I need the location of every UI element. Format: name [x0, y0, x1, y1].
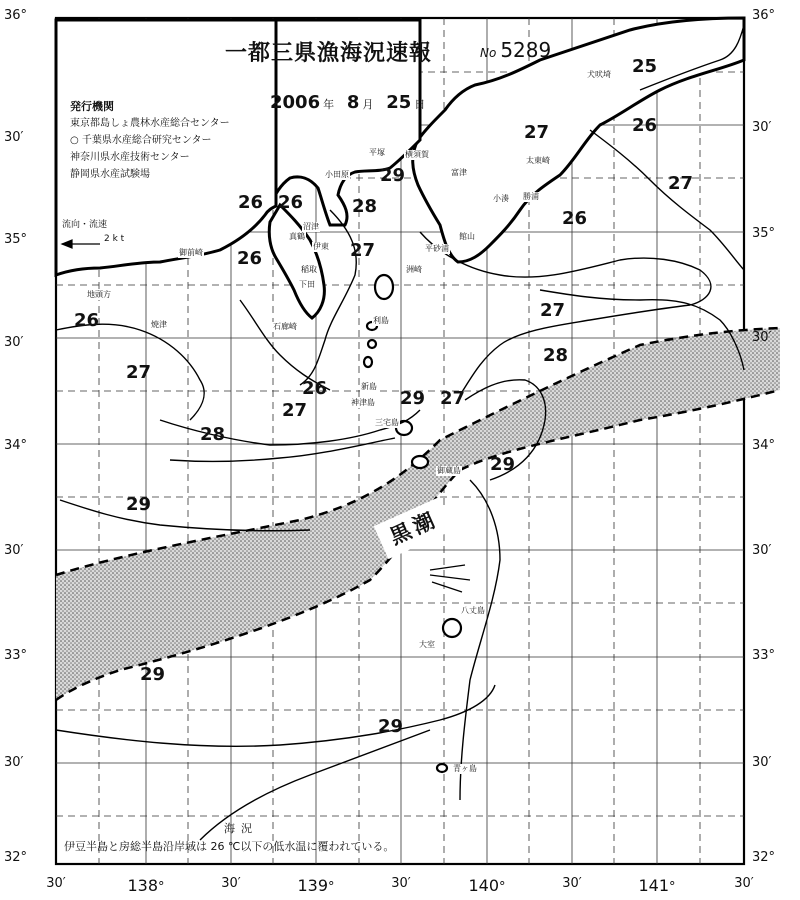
agency-item: 静岡県水産試験場 [70, 169, 150, 180]
lon-label-14130: 30′ [734, 876, 754, 891]
lat-label-left-36: 36° [4, 8, 28, 23]
lon-label-139: 139° [297, 876, 335, 895]
lat-label-left-3330: 30′ [4, 543, 24, 558]
isotherm-label: 28 [352, 196, 378, 217]
place-label: 稲取 [301, 265, 317, 274]
place-label: 勝浦 [523, 192, 539, 201]
place-label: 小湊 [493, 194, 509, 203]
current-legend-title: 流向・流速 [62, 220, 108, 230]
isotherm-label: 27 [668, 173, 694, 194]
place-label: 三宅島 [375, 418, 399, 427]
place-label: 小田原 [325, 170, 349, 179]
isotherm-label: 29 [490, 454, 516, 475]
isotherm-label: 26 [302, 378, 328, 399]
place-label: 新島 [361, 382, 377, 391]
isotherm-label: 29 [126, 494, 152, 515]
isotherm-label: 27 [524, 122, 550, 143]
agency-heading: 発行機関 [70, 100, 114, 113]
date-year: 2006 [270, 92, 321, 113]
lat-label-right-34: 34° [752, 438, 776, 453]
lat-label-right-32: 32° [752, 850, 776, 865]
place-label: 下田 [299, 280, 315, 289]
place-label: 御蔵島 [437, 466, 461, 475]
sea-condition-summary [64, 820, 504, 856]
report-number [480, 38, 551, 62]
isotherm-label: 26 [238, 192, 264, 213]
current-legend-speed: 2 k t [104, 234, 125, 244]
isotherm-label: 27 [440, 388, 466, 409]
report-title: 一都三県漁海況速報 [225, 40, 433, 66]
date-month-unit: 月 [362, 98, 374, 111]
report-number-prefix: No [480, 46, 497, 60]
lat-label-right-35: 35° [752, 226, 776, 241]
place-label: 石廊崎 [273, 322, 297, 331]
date-month: 8 [346, 92, 360, 113]
agency-item: 東京都島しょ農林水産総合センター [70, 118, 230, 129]
lat-label-right-3230: 30′ [752, 755, 772, 770]
lon-label-141: 141° [638, 876, 676, 895]
date-year-unit: 年 [323, 98, 335, 111]
lat-label-right-3430: 30′ [752, 330, 772, 345]
isotherm-label: 29 [400, 388, 426, 409]
lon-label-14030: 30′ [562, 876, 582, 891]
isotherm-label: 28 [543, 345, 569, 366]
place-label: 焼津 [151, 320, 167, 329]
lat-label-right-3530: 30′ [752, 120, 772, 135]
lat-label-left-33: 33° [4, 648, 28, 663]
place-label: 利島 [373, 316, 389, 325]
lat-label-left-3430: 30′ [4, 335, 24, 350]
report-number-value: 5289 [500, 38, 552, 62]
place-label: 伊東 [313, 242, 329, 251]
isotherm-label: 27 [282, 400, 308, 421]
place-label: 平砂浦 [425, 244, 449, 253]
place-label: 洲崎 [406, 265, 422, 274]
lon-label-13930: 30′ [391, 876, 411, 891]
lon-label-140: 140° [468, 876, 506, 895]
isotherm-label: 28 [200, 424, 226, 445]
isotherm-label: 26 [632, 115, 658, 136]
place-label: 富津 [451, 168, 467, 177]
place-label: 真鶴 [289, 232, 305, 241]
lon-label-138: 138° [127, 876, 165, 895]
place-label: 地頭方 [87, 290, 111, 299]
lon-label-13830: 30′ [221, 876, 241, 891]
place-label: 沼津 [303, 222, 319, 231]
lon-label-13730: 30′ [46, 876, 66, 891]
place-label: 八丈島 [461, 606, 485, 615]
isotherm-label: 26 [562, 208, 588, 229]
date-day: 25 [386, 92, 412, 113]
agency-item: 神奈川県水産技術センター [70, 152, 190, 163]
place-label: 横須賀 [405, 150, 429, 159]
agency-item: ○ 千葉県水産総合研究センター [70, 135, 212, 146]
summary-heading: 海況 [224, 822, 258, 835]
isotherm-label: 27 [350, 240, 376, 261]
isotherm-label: 25 [632, 56, 658, 77]
date-day-unit: 日 [414, 98, 426, 111]
issuing-agencies [70, 98, 230, 183]
place-label: 青ヶ島 [453, 764, 477, 773]
kuroshio-label: 黒潮 [374, 497, 454, 559]
lat-label-left-34: 34° [4, 438, 28, 453]
isotherm-label: 26 [74, 310, 100, 331]
lat-label-right-36: 36° [752, 8, 776, 23]
place-label: 平塚 [369, 148, 385, 157]
lat-label-left-3530: 30′ [4, 130, 24, 145]
lat-label-left-3230: 30′ [4, 755, 24, 770]
report-date [270, 92, 433, 113]
isotherm-label: 26 [237, 248, 263, 269]
isotherm-label: 27 [540, 300, 566, 321]
lat-label-right-3330: 30′ [752, 543, 772, 558]
isotherm-label: 29 [378, 716, 404, 737]
lat-label-left-35: 35° [4, 232, 28, 247]
place-label: 御前崎 [179, 248, 203, 257]
isotherm-label: 27 [126, 362, 152, 383]
place-label: 大室 [419, 640, 435, 649]
place-label: 神津島 [351, 398, 375, 407]
lat-label-right-33: 33° [752, 648, 776, 663]
place-label: 犬吠埼 [587, 70, 611, 79]
isotherm-label: 26 [278, 192, 304, 213]
isotherm-label: 29 [140, 664, 166, 685]
summary-text: 伊豆半島と房総半島沿岸域は 26 ℃以下の低水温に覆われている。 [64, 840, 395, 853]
isotherm-label: 29 [380, 165, 406, 186]
place-label: 館山 [459, 232, 475, 241]
lat-label-left-32: 32° [4, 850, 28, 865]
place-label: 太東崎 [526, 156, 550, 165]
current-legend [62, 218, 124, 246]
